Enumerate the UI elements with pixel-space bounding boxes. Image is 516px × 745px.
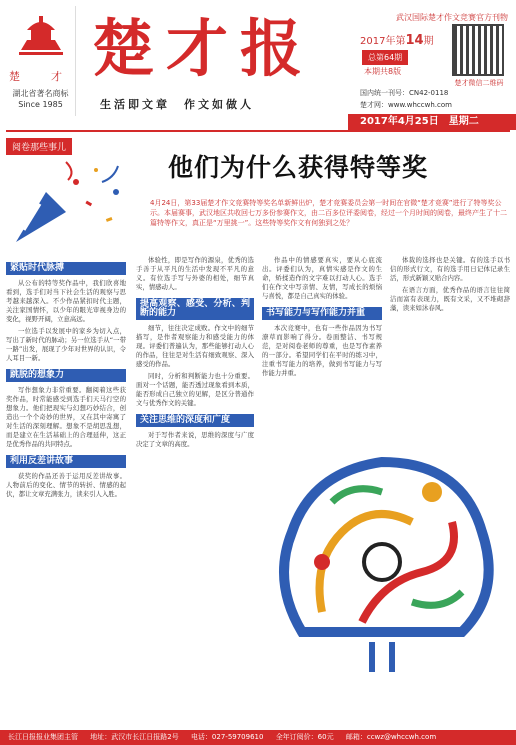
subheading: 跳脱的想象力 [6,369,126,382]
lead-paragraph: 4月24日，第33届楚才作文竞赛特等奖名单新鲜出炉，楚才竞赛委员会第一时间在官微“楚才竞赛”进行了特等奖公示。本届赛事，武汉地区共收回七万多份参赛作文，由二百多位评委阅卷，经过一个月时间的阅卷，最终产生了十二篇特等作文，真正是“万里挑一”。这些特等奖作文有何独到之处？ [150,199,507,227]
footer-email[interactable]: 邮箱：ccwz@whccwh.com [345,733,437,741]
paragraph: 写作想象力非常重要。翻阅着这些获奖作品，时常能感受到选手们天马行空的想象力。他们把现实与幻想巧妙结合，创造出一个个奇妙的世界，又在其中寄寓了对生活的深刻理解。想象不是胡思乱想，而是建立在生活基础上的合理延伸，这正是优秀作品的共同特点。 [6,386,126,448]
section-tag: 阅卷那些事儿 [6,138,72,155]
paragraph: 获奖的作品还善于运用反差讲故事。人物前后的变化、情节的转折、情感的起伏，都让文章充满张力，读来引人入胜。 [6,472,126,498]
subheading: 书写能力与写作能力并重 [262,307,382,320]
footer-address: 地址：武汉市长江日报路2号 [90,733,179,741]
logo [6,6,76,116]
subheading: 紧贴时代脉搏 [6,262,126,275]
website[interactable]: 楚才网：www.whccwh.com [360,101,452,109]
logo-name: 楚 才 [9,70,72,83]
column-3 [262,256,382,432]
headline: 他们为什么获得特等奖 [168,153,429,182]
paper-title: 楚才报 [92,12,315,85]
qr-label: 楚才微信二维码 [454,79,504,87]
column-4 [390,256,510,432]
top-rule [6,130,510,132]
issue-suffix: 期 [423,36,434,47]
top-line: 武汉国际楚才作文竞赛官方刊物 [396,13,508,22]
pages-info: 本期共8版 [364,67,402,76]
issue-number: 14 [405,33,424,48]
cn-number: 国内统一刊号：CN42-0118 [360,89,449,97]
confetti-illustration [6,152,136,248]
subheading: 提高观察、感受、分析、判断的能力 [136,298,254,320]
paragraph: 同时，分析和判断能力也十分重要。面对一个话题，能否透过现象看到本质，能否形成自己独立的见解，是区分普通作文与优秀作文的关键。 [136,372,254,407]
subheading: 利用反差讲故事 [6,455,126,468]
paragraph: 体裁的选择也是关键。有的选手以书信的形式行文，有的选手用日记体记录生活，形式新颖又贴合内容。 [390,256,510,282]
logo-sub [6,88,75,110]
paragraph: 本次竞赛中，也有一些作品因为书写潦草而影响了得分。卷面整洁、书写规范，是对阅卷老师的尊重，也是写作素养的一部分。希望同学们在平时的练习中，注重书写能力的培养，做到书写能力与写作能力并重。 [262,324,382,377]
footer-price: 全年订阅价：60元 [275,733,334,741]
column-2 [136,256,254,726]
paragraph: 一位选手以发展中的家乡为切入点，写出了新时代的脉动；另一位选手从“一带一路”出发，展现了少年对世界的认识，令人耳目一新。 [6,327,126,362]
masthead [0,0,516,128]
brain-illustration [262,432,508,682]
paragraph: 从公布的特等奖作品中，我们欣喜地看到，选手们对当下社会生活的观察与思考越来越深入。不少作品紧扣时代主题，关注家国情怀，以少年的眼光审视身边的变化，视野开阔，立意高远。 [6,279,126,323]
issue-year: 2017年第 [360,36,406,47]
column-1 [6,256,126,726]
paragraph: 作品中的情感要真实，要从心底流出。评委们认为，真情实感是作文的生命，矫揉造作的文字难以打动人心。选手们在作文中写亲情、友情，写成长的烦恼与喜悦，都是自己真实的体验。 [262,256,382,300]
qr-code-icon [452,24,504,76]
total-badge: 总第64期 [362,50,408,65]
paragraph: 体验性，即是写作的源泉，优秀的选手善于从平凡的生活中发现不平凡的意义。有位选手写与外婆的相处，细节真实，情感动人。 [136,256,254,291]
paragraph: 在语言方面，优秀作品的语言往往简洁而富有表现力，既有文采，又不堆砌辞藻，读来如沐春风。 [390,286,510,312]
slogan: 生活即文章 作文如做人 [100,98,254,111]
footer [0,730,516,745]
issue-info [360,32,434,48]
logo-since: Since 1985 [18,100,63,109]
footer-publisher: 长江日报报业集团主管 [8,733,78,741]
subheading: 关注思维的深度和广度 [136,414,254,427]
logo-sub-text: 湖北省著名商标 [12,89,69,98]
paragraph: 细节，往往决定成败。作文中的细节描写，是作者观察能力和感受能力的体现。评委们普遍认为，那些能够打动人心的作品，往往是对生活有细致观察、深入感受的作品。 [136,324,254,368]
paragraph: 对于写作者来说，思维的深度与广度决定了文章的高度。 [136,431,254,448]
date-bar: 2017年4月25日 星期二 [348,114,516,130]
emblem-icon [15,10,67,62]
footer-phone: 电话：027-59709610 [190,733,264,741]
